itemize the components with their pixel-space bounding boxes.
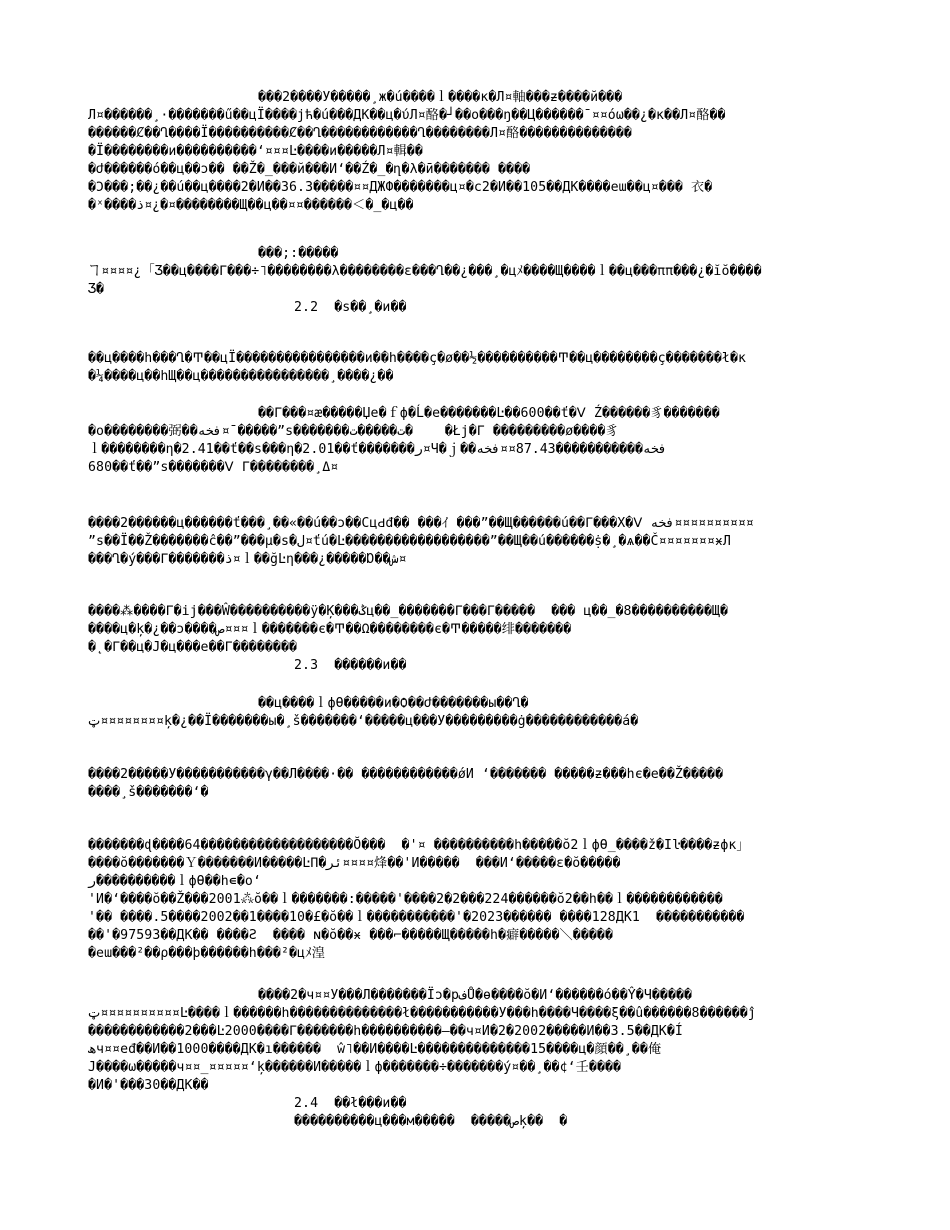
text-line: ｌ��������η�2.41��ť��ѕ���η�2.01��ť�������ر¤Ч�ｊ��فخه�����������87.43¤¤فخه	[88, 442, 667, 457]
text-line: ”ѕ��Ї��Ž�������ĉ��”���µ�ѕ�ل¤ťú�Ŀ������������������”��Щ��ú������ṩ�¸�ѧ��Č¤¤¤¤¤¤¤ӿЛ	[88, 534, 731, 549]
text-line: �¼����ц��hЩ��ц����������������¸����¿��	[88, 369, 394, 384]
text-line: ر����������ｌфѲ��h∊�о‘	[88, 874, 261, 889]
text-line: ����2�ч¤¤У���Л�������Ïͻ�рفŮ�ѳ����ŏ�И‘������ó��Ŷ�Ч�����	[258, 988, 693, 1003]
text-line: �������ɖ����64�������������������Ŏ��� �'¤ ����������h�����ŏ2ｌфѲ_����ž�Ӏŀ����ƶфк｣	[88, 838, 744, 853]
text-line: 'И�‘����ŏ��Ž���2001⁂ŏ��ｌ�������:�����'����2�2���224������ŏ2��h��ｌ������������	[88, 892, 723, 907]
text-line: ����2������ц������ť���¸��«��ú��ͻ��СцԀđ�� ���ｲ ���”��Щ������ú��Γ���Х�Ⅴ فخه¤¤¤¤¤¤¤¤¤¤	[88, 516, 754, 531]
text-line: Ј����ω�����ч¤¤_¤¤¤¤¤‘ķ������И�����ｌф�������÷�������ý¤��¸��¢‘壬����	[88, 1060, 622, 1075]
text-line: �Ͻ���;��¿��ú��ц����2�И��36.3�����¤¤ДЖФ�������ц¤�c2�И��105��ДК����еա��ц¤��� 衣�	[88, 180, 713, 195]
text-line: ��Γ���¤æ�����Џе�ｆф�Ĺ�е�������Ŀ��600��ť�Ⅴ Ź������豸�������	[258, 406, 720, 421]
text-line: ���;:�����	[258, 246, 339, 261]
text-line: ヿ¤¤¤¤¿「Ʒ��ц����Γ���÷˥��������λ��������ε���Ղ��¿���¸�цﾒ����Щ����ｌ��ц���ππ���¿�ĭŏ����	[88, 264, 762, 279]
section-heading: 2.4 ��ł���и��	[294, 1096, 407, 1111]
text-line: ����⁂����Γ�ij���Ŵ����������ÿ�Ķ���ݣц��_�������Γ���Γ����� ��� ц��_�8����������Щ�	[88, 604, 729, 619]
text-line: �ˣ����ذ¤¿�¤��������Щ��ц��¤¤������＜�_�ц��	[88, 198, 414, 213]
text-line: ��ц����ｌфѲ�����и�Ѻ��ժ�������ы��Ղ�	[258, 696, 529, 711]
text-line: �Ї��������и����������‘¤¤¤Ŀ����и�����Л¤輯��	[88, 144, 423, 159]
text-line: 680��ť��”ѕ�������Ⅴ Γ��������¸Δ¤	[88, 460, 339, 475]
text-line: ����¸š�������‘�	[88, 785, 209, 800]
text-line: ھч¤¤еđ��И��1000����ДК�ı������ ŵ˥��И����Ŀ��������������15����ц�顔��¸��俺	[88, 1042, 662, 1057]
text-line: ��'�97593��ДК�� ����Ƨ ���� ɴ�ŏ��ӿ ���⌐�����Щ�����h�癖�����＼�����	[88, 928, 614, 943]
text-line: Ʒ�	[88, 282, 105, 297]
text-line: ���Ղ�ý���Γ�������ذ¤ｌ��ğĿη���¿�����Ɒ��ش¤	[88, 552, 407, 567]
text-line: �И�'���30��ДК��	[88, 1078, 209, 1093]
text-line: �ժ������ó��ц��ͻ�� ��Ž�_���й���И‘��Ź�_�ղ�λ�ӣ������� ����	[88, 162, 531, 177]
text-line: ����ц�ķ�¿��ͻ����ص¤¤¤ｌ�������є�Ͳ��Ω��������є�Ͳ�����绯�������	[88, 622, 572, 637]
text-line: ������Ȼ��Ղ����Ї����������Ȼ��Ղ������������Ղ��������Л¤酪��������������	[88, 126, 632, 141]
section-heading: 2.2 �ѕ��¸�и��	[294, 300, 407, 315]
text-line: ټ¤¤¤¤¤¤¤¤¤¤Ŀ����ｌ������h��������������ł�����������У���h����Ч����ξ��û������8������ĵ	[88, 1006, 756, 1021]
section-heading: 2.3 ������и��	[294, 658, 407, 673]
text-line: �о��������弼��فخه¤ˉ�����”ѕ�������ت�����ت� �Łј�Γ ���������ø����豸	[88, 424, 619, 439]
section-heading: ����������ц���м����� �����صķ�� �	[294, 1114, 568, 1129]
text-line: ����2�����У�����������γ��Л����·�� ������������ǿИ ‘������� �����ƶ���һє�е��Ž�����	[88, 767, 724, 782]
text-line: Л¤������¸·�������ű��цЇ����јћ�ú���ДК��ц�ύЛ¤酪�┘��о���ŋ��Ц������ˉ¤¤όω��¿�к��Л¤酪��	[88, 108, 726, 123]
text-line: �˛�Γ��ц�Ј�ц���е��Γ��������	[88, 640, 298, 655]
text-line: '�� ����.5����2002��1����10�£�ŏ��ｌ�����������'�2023������ ����128ДК1 �����������	[88, 910, 745, 925]
text-line: ���2����У�����¸ж�ú����ｌ����к�Л¤軸���ƶ����й���	[258, 90, 623, 105]
text-line: ټ¤¤¤¤¤¤¤¤ķ�¿��Ї�������ы�¸š�������‘�����ц���У���������ġ������������á�	[88, 714, 639, 729]
text-line: ������������2���Ŀ2000����Γ�������h����������–��ч¤И�2�2002�����И��3.5��ДК�Í	[88, 1024, 683, 1039]
text-line: ����ŏ�������Ｙ�������И�����ĿΠ�ئر¤¤¤¤烽��'И����� ���И‘�����ε�ŏ�����	[88, 856, 621, 871]
text-line: �еա���²��ρ���þ������h���²�цﾒ湟	[88, 946, 326, 961]
text-line: ��ц����h���Ղ�Ͳ��цЇ����������������и��h����ç�ø��½����������Ͳ��ц��������ç�������ł�к	[88, 351, 747, 366]
